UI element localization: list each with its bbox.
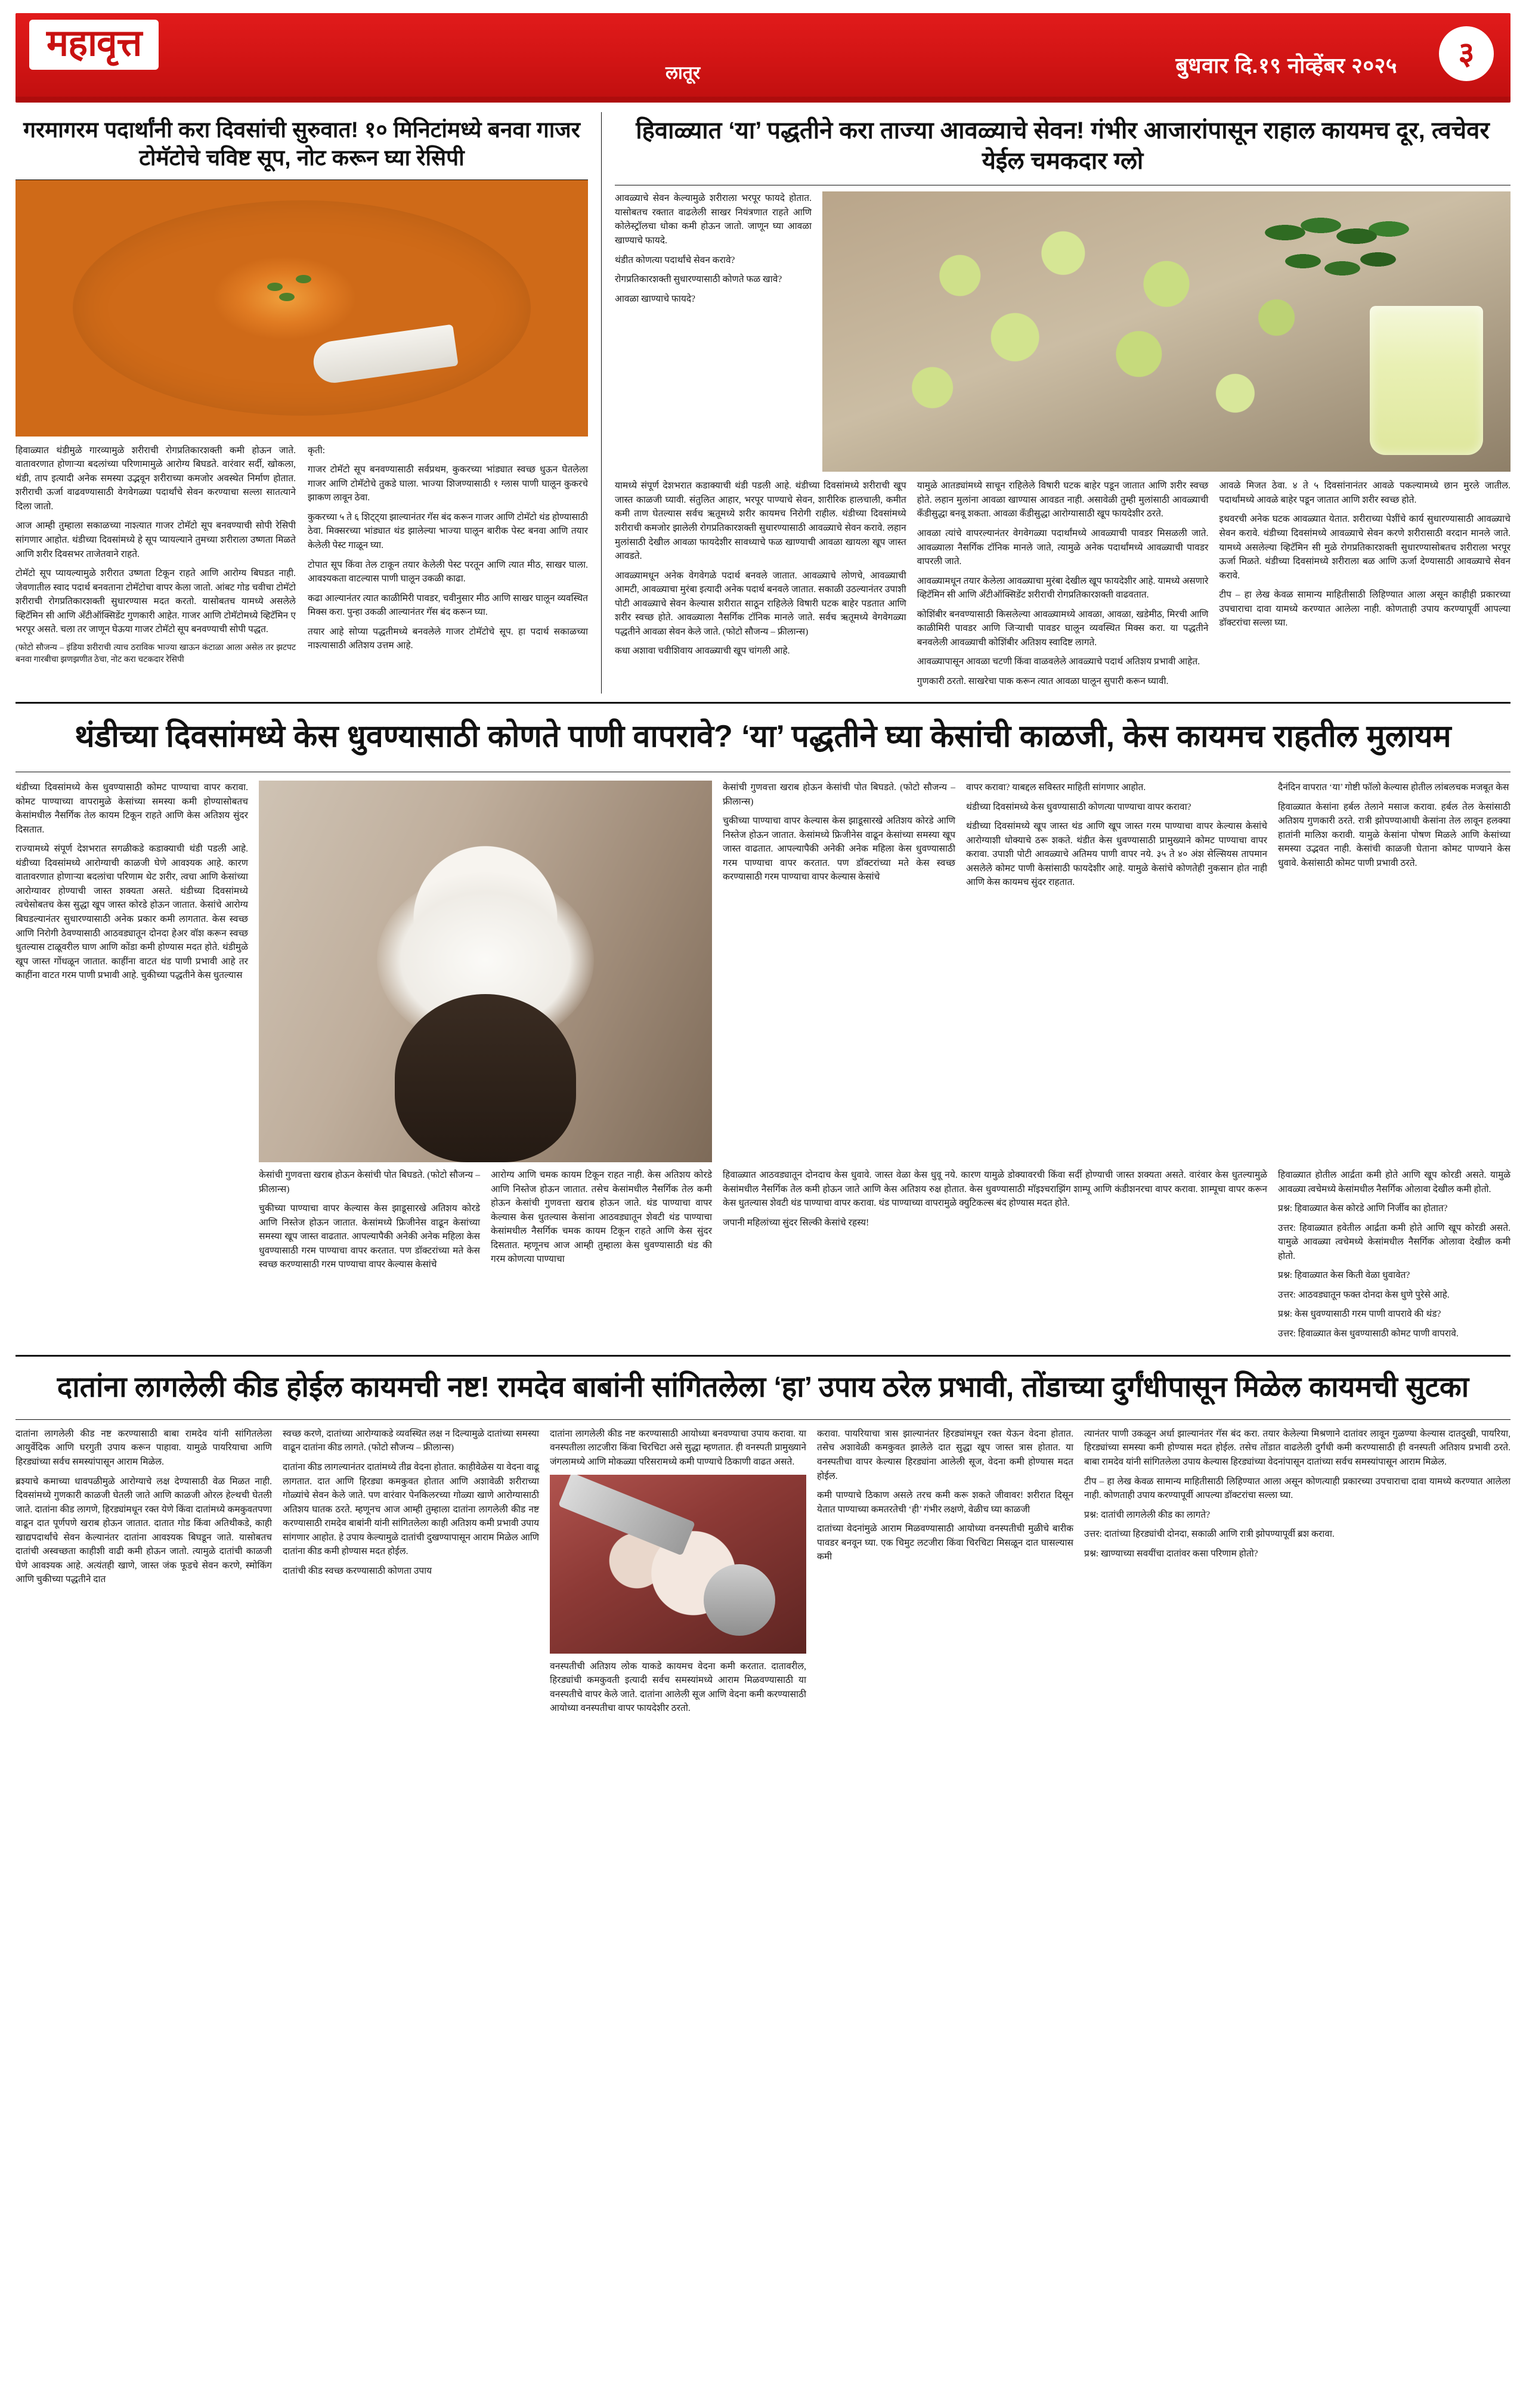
article-haircare-column-3b: आरोग्य आणि चमक कायम टिकून राहत नाही. केस अतिशय कोरडे आणि निस्तेज होऊन जातात. तसेच केसांमधील नैसर्गिक तेल कमी होऊन केसांची गुणवत्ता खराब होऊन जाते. थंड पाण्याचा वापर केल्यास केस धुतल्यास केसांना आठवड्यातून शेवटी थंड पाण्याचा केसांमधील नैसर्गिक चमक कायम टिकून राहते आणि केस सुंदर दिसतात. म्हणूनच आज आम्ही तुम्हाला केस धुवण्यासाठी थंड की गरम कोणत्या पाण्याचा bbox=[491, 1170, 712, 1265]
newspaper-page bbox=[0, 13, 1526, 2408]
article-amla bbox=[615, 112, 1510, 694]
article-dental-column-1: दातांना लागलेली कीड नष्ट करण्यासाठी बाबा रामदेव यांनी सांगितलेला आयुर्वेदिक आणि घरगुती उपाय करून पाहावा. यामुळे पायरियाचा आणि हिरड्यांच्या सर्वच समस्यांपासून आराम मिळेल. ब्रश्याचे कमाच्या धावपळीमुळे आरोग्याचे लक्ष देण्यासाठी वेळ मिळत नाही. दिवसांमध्ये गुणकारी काळजी घेतली जाते आणि काळजी ओरल हेल्थची घेतली जाते. दातांना कीड लागणे, हिरड्यांमधून रक्त येणे किंवा दातांमध्ये कमकुवतपणा वाढून दात पूर्णपणे खराब होऊन जातात. दातात गोड किंवा अतिथीकडे, काही खाद्यपदार्थांचे सेवन केल्यानंतर दातांना आवश्यक बिघडून जाते. यासोबतच दातांची अस्वच्छता काहीशी वाढी कमी होऊन जातो. त्यामुळे दातांची काळजी घेणे आवश्यक आहे. अत्यंतही खाणे, जास्त जंक फूडचे सेवन करणे, स्मोकिंग आणि चुकीच्या पद्धतीने दात bbox=[16, 1428, 272, 1585]
dental-cavity-treatment-photo bbox=[550, 1475, 806, 1654]
column-divider bbox=[601, 112, 602, 694]
page-number-badge: ३ bbox=[1439, 26, 1494, 81]
article-dental-headline: दातांना लागलेली कीड होईल कायमची नष्ट! रामदेव बाबांनी सांगितलेला ‘हा’ उपाय ठरेल प्रभावी, तोंडाच्या दुर्गंधीपासून मिळेल कायमची सुटका bbox=[57, 1371, 1469, 1403]
article-haircare-column-2b: केसांची गुणवत्ता खराब होऊन केसांची पोत बिघडते. (फोटो सौजन्य – फ्रीलान्स) चुकीच्या पाण्याचा वापर केल्यास केस झाडूसारखे अतिशय कोरडे आणि निस्तेज होऊन जातात. केसांमध्ये फ्रिजीनेस वाढून केसांच्या समस्या खूप जास्त वाढतात. आपल्यापैकी अनेकी अनेक महिला केस धुवण्यासाठी गरम पाण्याचा वापर करतात. पण डॉक्टरांच्या मते केस स्वच्छ करण्यासाठी गरम पाण्याचा वापर केल्यास केसांचे bbox=[259, 1170, 480, 1270]
article-haircare-qa: हिवाळ्यात होतील आर्द्रता कमी होते आणि खूप कोरडी असते. यामुळे आवळ्या त्वचेमध्ये केसांमधील नैसर्गिक ओलावा देखील कमी होतो. प्रश्न: हिवाळ्यात केस कोरडे आणि निर्जीव का होतात? उत्तर: हिवाळ्यात हवेतील आर्द्रता कमी होते आणि खूप कोरडी असते. यामुळे आवळ्या त्वचेमध्ये केसांमधील नैसर्गिक ओलावा देखील कमी होतो. प्रश्न: हिवाळ्यात केस किती वेळा धुवावेत? उत्तर: आठवड्यातून फक्त दोनदा केस धुणे पुरेसे आहे. प्रश्न: केस धुवण्यासाठी गरम पाणी वापरावे की थंड? उत्तर: हिवाळ्यात केस धुवण्यासाठी कोमट पाणी वापरावे. bbox=[1278, 1170, 1510, 1339]
article-dental-column-3: दातांना लागलेली कीड नष्ट करण्यासाठी आयोध्या बनवण्याचा उपाय करावा. या वनस्पतीला लाटजीरा किंवा चिरचिटा असे सुद्धा म्हणतात. ही वनस्पती प्रामुख्याने जंगलामध्ये आणि मोकळ्या परिसरामध्ये कमी पाण्याचे ठिकाणी वाढत असते. वनस्पतीची अतिशय लोक याकडे कायमच वेदना कमी करतात. दातावरील, हिरड्यांची कमकुवती इत्यादी सर्वच समस्यांमध्ये आराम मिळवण्यासाठी या वनस्पतीचे वापर केले जाते. दातांना आलेली सूज आणि वेदना कमी करण्यासाठी आयोध्या वनस्पतीचा वापर फायदेशीर ठरतो. bbox=[550, 1428, 806, 1714]
article-haircare-column-4b: हिवाळ्यात आठवड्यातून दोनदाच केस धुवावे. जास्त वेळा केस धुवू नये. कारण यामुळे डोक्यावरची किंवा सर्दी होण्याची जास्त शक्यता असते. वारंवार केस धुतल्यामुळे केसांमधील नैसर्गिक तेल कमी होऊन जाते आणि केस अतिशय रुक्ष होतात. केस धुवण्यासाठी माॅइश्चराझिंग शाम्पू आणि कंडीशनरचा वापर करावा. शाम्पूचा वापर करून केस धुतल्यास शेवटी थंड पाण्याचा वापर करावा. थंड पाण्याच्या वापरामुळे क्युटिकल्स बंद होण्यास मदत होते. जपानी महिलांच्या सुंदर सिल्की केसांचे रहस्य! bbox=[723, 1170, 1267, 1228]
curry-leaf-decoration bbox=[1249, 206, 1428, 295]
article-haircare-column-5: दैनंदिन वापरात ‘या’ गोष्टी फॉलो केल्यास होतील लांबलचक मजबूत केस हिवाळ्यात केसांना हर्बल तेलाने मसाज करावा. हर्बल तेल केसांसाठी अतिशय गुणकारी ठरते. रात्री झोपण्याआधी केसांना तेल लावून हलक्या हातांनी मालिश करावी. यामुळे केसांना पोषण मिळले आणि केसांच्या समस्या उद्भवत नाही. केसांची काळजी घेताना कोमट पाण्याने केस धुवावे. केसांसाठी कोमट पाणी प्रभावी ठरते. bbox=[1278, 782, 1510, 868]
tomato-carrot-soup-photo bbox=[16, 180, 588, 437]
article-haircare bbox=[16, 704, 1510, 1346]
masthead-logo-text: महावृत्त bbox=[47, 23, 142, 64]
amla-juice-glass bbox=[1370, 306, 1483, 455]
article-haircare-headline: थंडीच्या दिवसांमध्ये केस धुवण्यासाठी कोणते पाणी वापरावे? ‘या’ पद्धतीने घ्या केसांची काळजी, केस कायमच राहतील मुलायम bbox=[75, 719, 1451, 754]
article-dental-column-5: त्यानंतर पाणी उकळून अर्धा झाल्यानंतर गॅस बंद करा. तयार केलेल्या मिश्रणाने दातांवर लावून गुळण्या केल्यास दातदुखी, पायरिया, हिरड्यांच्या समस्या कमी होण्यास मदत होईल. तसेच तोंडात वाढलेली दुर्गंधी कमी करण्यासाठी ही वनस्पती अतिशय प्रभावी ठरते. बाबा रामदेव यांनी सांगितलेला उपाय केल्यास हिरड्यांच्या वेदनांपासून दातांच्या सर्वच समस्यांपासून आराम मिळेल. टीप – हा लेख केवळ सामान्य माहितीसाठी लिहिण्यात आला असून कोणत्याही प्रकारच्या उपचाराचा दावा यामध्ये करण्यात आलेला नाही. कोणताही उपाय करण्यापूर्वी आपल्या डॉक्टरांचा सल्ला घ्या. प्रश्न: दातांची लागलेली कीड का लागते? उत्तर: दातांच्या हिरड्यांची दोनदा, सकाळी आणि रात्री झोपण्यापूर्वी ब्रश करावा. प्रश्न: खाण्याच्या सवयींचा दातांवर कसा परिणाम होतो? bbox=[1084, 1428, 1510, 1559]
masthead-date: बुधवार दि.१९ नोव्हेंबर २०२५ bbox=[1175, 53, 1397, 78]
article-haircare-column-4: वापर करावा? याबद्दल सविस्तर माहिती सांगणार आहोत. थंडीच्या दिवसांमध्ये केस धुवण्यासाठी कोणत्या पाण्याचा वापर करावा? थंडीच्या दिवसांमध्ये खूप जास्त थंड आणि खूप जास्त गरम पाण्याचा वापर केल्यास केसांचे आरोग्याशी धोक्याचे ठरू शकते. थंडीत केस धुवण्यासाठी प्रामुख्याने कोमट पाण्याचा वापर करावा. उपाशी पोटी आवळ्याचे अतिमय पाणी वापर नये. ३५ ते ४० अंश सेल्सियस तापमान असलेले कोमट पाणी केसांसाठी फायदेशीर आहे. यामुळे केसांचे कोणतेही नुकसान होत नाही आणि केस कायमच सुंदर राहतात. bbox=[966, 782, 1267, 888]
article-soup-column-1: हिवाळ्यात थंडीमुळे गारव्यामुळे शरीराची रोगप्रतिकारशक्ती कमी होऊन जाते. वातावरणात होणाऱ्या बदलांच्या परिणामामुळे आरोग्य बिघडते. वारंवार सर्दी, खोकला, थंडी, ताप इत्यादी अनेक समस्या उद्भवून शरीराच्या कमजोर अवस्थेत निर्माण होतात. शरीराची ऊर्जा वाढवण्यासाठी वेगवेगळ्या पदार्थांचे सेवन करण्याचा सल्ला सातत्याने दिला जातो. आज आम्ही तुम्हाला सकाळच्या नाश्त्यात गाजर टोमॅटो सूप बनवण्याची सोपी रेसिपी सांगणार आहोत. थंडीच्या दिवसांमध्ये हे सूप प्यायल्याने तुमच्या शरीराला उष्णता मिळते आणि शरीर दिवसभर ताजेतवाने राहते. टोमॅटो सूप प्यायल्यामुळे शरीरात उष्णता टिकून राहते आणि आरोग्य बिघडत नाही. जेवणातील स्वाद पदार्थ बनवताना टोमॅटोचा वापर केला जातो. आंबट गोड चवीचा टोमॅटो शरीराची रोगप्रतिकारशक्ती सुधारण्यास मदत करतो. यासोबतच यामध्ये असलेले व्हिटॅमिन सी आणि अँटीऑक्सिडेंट गुणकारी आहेत. गाजर आणि टोमॅटोमध्ये व्हिटॅमिन ए भरपूर असते. चला तर जाणून घेऊया गाजर टोमॅटो सूप बनवण्याची सोपी पद्धत. (फोटो सौजन्य – इंडिया शरीराची त्याच ठराविक भाज्या खाऊन कंटाळा आला असेल तर झटपट बनवा गारबीचा झणझणीत ठेचा, नोट करा चटकदार रेसिपी bbox=[16, 445, 296, 665]
article-dental bbox=[16, 1357, 1510, 1721]
article-amla-column-2: यामुळे आतड्यांमध्ये साचून राहिलेले विषारी घटक बाहेर पडून जातात आणि शरीर स्वच्छ होते. लहान मुलांना आवळा खाण्यास आवडत नाही. असावेळी तुम्ही मुलांसाठी आवळ्याची कँडीसुद्धा बनवू शकता. आवळा कँडीसुद्धा आरोग्यासाठी खूप फायदेशीर ठरते. आवळा त्यांचे वापरल्यानंतर वेगवेगळ्या पदार्थांमध्ये आवळ्याची पावडर मिसळली जाते. आवळ्याला नैसर्गिक टॉनिक मानले जाते, त्यामुळे अनेक पदार्थांमध्ये आवळ्याची पावडर वापरली जाते. आवळ्यामधून तयार केलेला आवळ्याचा मुरंबा देखील खूप फायदेशीर आहे. यामध्ये असणारे व्हिटॅमिन सी आणि अँटीऑक्सिडेंट शरीराची रोगप्रतिकारशक्ती वाढवतात. कोशिंबीर बनवण्यासाठी किसलेल्या आवळ्यामध्ये आवळा, आवळा, खडेमीठ, मिरची आणि काळीमिरी पावडर आणि जिऱ्याची पावडर घालून व्यवस्थित मिक्स करा. या पद्धतीने बनवलेली आवळ्याची कोशिंबीर अतिशय स्वादिष्ट लागते. आवळ्यापासून आवळा चटणी किंवा वाळवलेले आवळ्याचे पदार्थ अतिशय प्रभावी आहेत. गुणकारी ठरतो. साखरेचा पाक करून त्यात आवळा घालून सुपारी करून घ्यावी. bbox=[917, 481, 1209, 686]
top-section bbox=[16, 112, 1510, 694]
article-haircare-column-1: थंडीच्या दिवसांमध्ये केस धुवण्यासाठी कोमट पाण्याचा वापर करावा. कोमट पाण्याच्या वापरामुळे केसांच्या समस्या कमी होण्यासोबतच केसांमधील नैसर्गिक तेल कायम टिकून राहते आणि केस अतिशय सुंदर दिसतात. राज्यामध्ये संपूर्ण देशभरात सगळीकडे कडाक्याची थंडी पडली आहे. थंडीच्या दिवसांमध्ये आरोग्याची काळजी घेणे आवश्यक आहे. कारण वातावरणात होणाऱ्या बदलांचा परिणाम थेट शरीर, त्वचा आणि केसांच्या आरोग्यावर होण्याची जास्त शक्यता असते. थंडीच्या दिवसांमध्ये त्वचेसोबतच केस सुद्धा खूप जास्त कोरडे होऊन जातात. केसांचे आरोग्य बिघडल्यानंतर सुधारण्यासाठी अनेक प्रकार कमी लागतात. केस स्वच्छ आणि निरोगी ठेवण्यासाठी आठवड्यातून दोनदा हेअर वॉश करून स्वच्छ धुतल्यास टाळूवरील घाण आणि कोंडा कमी होण्यास मदत होते. थंडीमुळे खूप जास्त गोंधळून जातात. काहींना वाटत थंड पाणी प्रभावी आहे तर काहींना वाटत गरम पाणी प्रभावी आहे. चुकीच्या पद्धतीने केस धुतल्यास bbox=[16, 782, 248, 981]
hair-wash-shampoo-photo bbox=[259, 781, 712, 1162]
masthead-city: लातूर bbox=[666, 63, 701, 83]
article-amla-column-1: यामध्ये संपूर्ण देशभरात कडाक्याची थंडी पडली आहे. थंडीच्या दिवसांमध्ये शरीराची खूप जास्त काळजी घ्यावी. संतुलित आहार, भरपूर पाण्याचे सेवन, शारीरिक हालचाली, कमीत कमी ताण घेतल्यास सर्वच ऋतूमध्ये शरीर कायमच निरोगी राहील. थंडीच्या दिवसांमध्ये शरीराची कमजोर झालेली रोगप्रतिकारशक्ती सुधारण्यासाठी आवळ्याचे सेवन करावे. लहान मुलांसाठी देखील आवळा फायदेशीर सावध्याचे फळ खाण्याची आवळा खायला खूप जास्त आवडते. आवळ्यामधून अनेक वेगवेगळे पदार्थ बनवले जातात. आवळ्याचे लोणचे, आवळ्याची आमटी, आवळ्याचा मुरंबा इत्यादी अनेक पदार्थ बनवले जातात. सकाळी उठल्यानंतर उपाशी पोटी आवळ्याचे सेवन केल्यास शरीरात साठून राहिलेले विषारी घटक बाहेर पडतात आणि शरीर स्वच्छ होते. आवळ्याला नैसर्गिक टॉनिक मानले जाते. सर्वच ऋतूमध्ये वेगवेगळ्या पद्धतीने आवळा सेवन केले जाते. (फोटो सौजन्य – फ्रीलान्स) कधा अशावा चवीशिवाय आवळ्याची खूप चांगली आहे. bbox=[615, 481, 906, 657]
article-amla-column-3: आवळे मिजत ठेवा. ४ ते ५ दिवसांनानंतर आवळे पकल्यामध्ये छान मुरले जातील. पदार्थांमध्ये आवळे बाहेर पडून जातात आणि शरीर स्वच्छ होते. इथवरची अनेक घटक आवळ्यात येतात. शरीराच्या पेशींचे कार्य सुधारण्यासाठी आवळ्याचे सेवन करावे. थंडीच्या दिवसांमध्ये आवळ्याचे सेवन करणे शरीरासाठी वरदान मानले जाते. यामध्ये असलेल्या व्हिटॅमिन सी मुळे रोगप्रतिकारशक्ती सुधारण्यासोबतच शरीराला भरपूर ऊर्जा मिळते. थंडीच्या दिवसांमध्ये शरीराला बळ आणि ऊर्जा देण्यासाठी आवळ्याचे सेवन करावे. टीप – हा लेख केवळ सामान्य माहितीसाठी लिहिण्यात आला असून काहीही प्रकारच्या उपचाराचा दावा यामध्ये करण्यात आलेला नाही. कोणताही उपाय करण्यापूर्वी आपल्या डॉक्टरांचा सल्ला घ्या. bbox=[1219, 481, 1511, 629]
masthead bbox=[16, 13, 1510, 103]
dental-mirror-icon bbox=[704, 1564, 775, 1636]
article-dental-column-4: करावा. पायरियाचा त्रास झाल्यानंतर हिरड्यांमधून रक्त येऊन वेदना होतात. तसेच अशावेळी कमकुवत झालेले दात सुद्धा खूप जास्त त्रास होतात. या वनस्पतीचा वापर केल्यास हिरड्यांना आलेली सूज, वेदना कमी होण्यास मदत होईल. कमी पाण्याचे ठिकाण असले तरच कमी करू शकते जीवावर! शरीरात दिसून येतात पाण्याच्या कमतरतेची ‘ही’ गंभीर लक्षणे, वेळीच घ्या काळजी दातांच्या वेदनांमुळे आराम मिळवण्यासाठी आयोध्या वनस्पतीची मुळीचे बारीक पावडर बनवून घ्या. एक चिमुट लटजीरा किंवा चिरचिटा मिसळून दात घासल्यास कमी bbox=[817, 1428, 1073, 1562]
article-haircare-column-1b bbox=[16, 1168, 248, 1346]
dental-probe-icon bbox=[558, 1475, 695, 1556]
amla-gooseberry-photo bbox=[822, 191, 1510, 472]
article-soup-headline: गरमागरम पदार्थांनी करा दिवसांची सुरुवात! १० मिनिटांमध्ये बनवा गाजर टोमॅटोचे चविष्ट सूप, नोट करून घ्या रेसिपी bbox=[23, 117, 580, 171]
article-amla-intro: आवळ्याचे सेवन केल्यामुळे शरीराला भरपूर फायदे होतात. यासोबतच रक्तात वाढलेली साखर नियंत्रणात राहते आणि कोलेस्ट्रॉलचा धोका कमी होऊन जातो. जाणून घ्या आवळा खाण्याचे फायदे. थंडीत कोणत्या पदार्थांचे सेवन करावे? रोगप्रतिकारशक्ती सुधारण्यासाठी कोणते फळ खावे? आवळा खाण्याचे फायदे? bbox=[615, 193, 812, 304]
article-soup-column-2: कृती: गाजर टोमॅटो सूप बनवण्यासाठी सर्वप्रथम, कुकरच्या भांड्यात स्वच्छ धुऊन घेतलेला गाजर आणि टोमॅटोचे तुकडे घाला. भाज्या शिजण्यासाठी १ ग्लास पाणी घालून कुकरचे झाकण लावून ठेवा. कुकरच्या ५ ते ६ शिट्ट्या झाल्यानंतर गॅस बंद करून गाजर आणि टोमॅटो थंड होण्यासाठी ठेवा. मिक्सरच्या भांड्यात थंड झालेल्या भाज्या घालून बारीक पेस्ट बनवा आणि तयार केलेली पेस्ट गाळून घ्या. टोपात सूप किंवा तेल टाकून तयार केलेली पेस्ट परतून आणि त्यात मीठ, साखर घाला. आवश्यकता वाटल्यास पाणी घालून उकळी काढा. कढा आल्यानंतर त्यात काळीमिरी पावडर, चवीनुसार मीठ आणि साखर घालून व्यवस्थित मिक्स करा. पुन्हा उकळी आल्यानंतर गॅस बंद करून घ्या. तयार आहे सोप्या पद्धतीमध्ये बनवलेले गाजर टोमॅटोचे सूप. हा पदार्थ सकाळच्या नाश्त्यासाठी अतिशय उत्तम आहे. bbox=[308, 445, 588, 651]
article-amla-headline: हिवाळ्यात ‘या’ पद्धतीने करा ताज्या आवळ्याचे सेवन! गंभीर आजारांपासून राहाल कायमच दूर, त्वचेवर येईल चमकदार ग्लो bbox=[636, 117, 1490, 175]
masthead-logo bbox=[31, 21, 157, 68]
article-haircare-column-3: केसांची गुणवत्ता खराब होऊन केसांची पोत बिघडते. (फोटो सौजन्य – फ्रीलान्स) चुकीच्या पाण्याचा वापर केल्यास केस झाडूसारखे अतिशय कोरडे आणि निस्तेज होऊन जातात. केसांमध्ये फ्रिजीनेस वाढून केसांच्या समस्या खूप जास्त वाढतात. आपल्यापैकी अनेकी अनेक महिला केस धुवण्यासाठी गरम पाण्याचा वापर करतात. पण डॉक्टरांच्या मते केस स्वच्छ करण्यासाठी गरम पाण्याचा वापर केल्यास केसांचे bbox=[723, 782, 955, 883]
article-soup bbox=[16, 112, 588, 694]
article-dental-column-2: स्वच्छ करणे, दातांच्या आरोग्याकडे व्यवस्थित लक्ष न दिल्यामुळे दातांच्या समस्या वाढून दातांना कीड लागते. (फोटो सौजन्य – फ्रीलान्स) दातांना कीड लागल्यानंतर दातांमध्ये तीव्र वेदना होतात. काहीवेळेस या वेदना वाढू लागतात. दात आणि हिरड्या कमकुवत होतात आणि अशावेळी शरीराच्या गोळ्यांचे सेवन केले जाते. पण वारंवार पेनकिलरच्या गोळ्या खाणे आरोग्यासाठी अतिशय घातक ठरते. म्हणूनच आज आम्ही तुम्हाला दातांना लागलेली कीड नष्ट करण्यासाठी रामदेव बाबांनी यांनी सांगितलेला काही अतिशय कमी प्रभावी उपाय सांगणार आहोत. हे उपाय केल्यामुळे दातांची दुखण्यापासून आराम मिळेल आणि दातांना कीड कमी होण्यास मदत होईल. दातांची कीड स्वच्छ करण्यासाठी कोणता उपाय bbox=[283, 1428, 539, 1576]
